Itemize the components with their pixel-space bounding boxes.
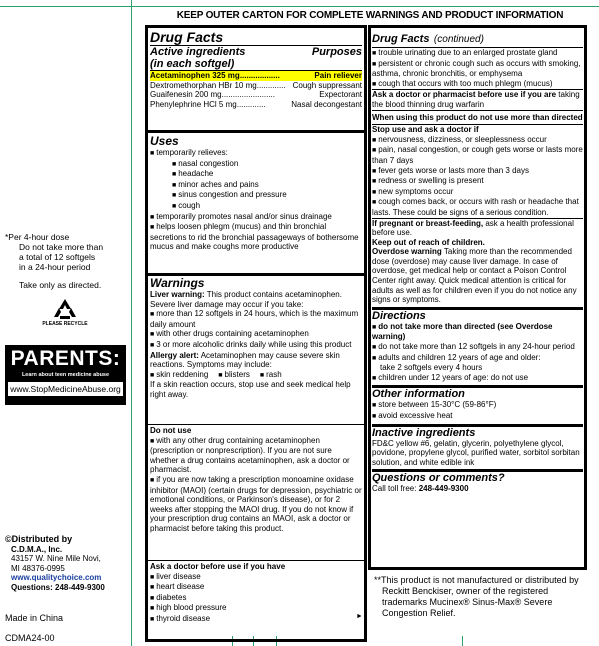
stop-item: ■ fever gets worse or lasts more than 3 days bbox=[372, 166, 583, 177]
when-using: When using this product do not use more than directed bbox=[372, 112, 583, 122]
ingredient-name: Dextromethorphan HBr 10 mg bbox=[150, 80, 257, 90]
pregnant-text: ask a health professional before use. bbox=[372, 218, 574, 238]
product-code: CDMA24-00 bbox=[5, 633, 55, 643]
ingredient-row-2 bbox=[150, 81, 362, 91]
active-ingredients-sub: (in each softgel) bbox=[150, 58, 235, 70]
other-item: ■ avoid excessive heat bbox=[372, 411, 583, 422]
overdose-bold: Overdose warning bbox=[372, 247, 442, 257]
questions-phone: Questions: 248-449-9300 bbox=[11, 582, 105, 592]
top-banner: KEEP OUTER CARTON FOR COMPLETE WARNINGS AND PRODUCT INFORMATION bbox=[176, 10, 564, 21]
ingredient-purpose: Expectorant bbox=[319, 90, 362, 100]
distributor-address-1: 43157 W. Nine Mile Novi, bbox=[11, 554, 101, 563]
drug-facts-cont-label: (continued) bbox=[433, 34, 484, 45]
parents-subtitle: Learn about teen medicine abuse bbox=[21, 372, 110, 378]
rule bbox=[372, 110, 583, 111]
ask-doctor-item: ■ high blood pressure bbox=[150, 603, 362, 614]
ask-doctor-item: ■ heart disease bbox=[150, 582, 362, 593]
continue-arrow-icon: ► bbox=[356, 613, 363, 620]
stop-item: ■ redness or swelling is present bbox=[372, 176, 583, 187]
drug-facts-title: Drug Facts bbox=[150, 29, 224, 45]
as-directed-note: Take only as directed. bbox=[19, 280, 102, 290]
questions-title: Questions or comments? bbox=[372, 472, 505, 485]
other-info-title: Other information bbox=[372, 388, 465, 401]
parents-url[interactable]: www.StopMedicineAbuse.org bbox=[8, 382, 123, 396]
allergy-text: Acetaminophen may cause severe skin reactions. Symptoms may include: bbox=[150, 350, 340, 370]
purposes-label: Purposes bbox=[311, 46, 362, 58]
website-link[interactable]: www.qualitychoice.com bbox=[11, 573, 102, 582]
parents-box bbox=[5, 345, 126, 405]
stop-item: ■ cough comes back, or occurs with rash or headache that lasts. These could be signs of a serious condition. bbox=[372, 197, 583, 217]
do-not-use-item: ■ if you are now taking a prescription monoamine oxidase inhibitor (MAOI) (certain drugs for depression, psychiatric or emotional conditions, or Parkinson's disease), or for 2 weeks after stopping the MAOI drug. If you do not know if your prescription drug contains an MAOI, ask a doctor or pharmacist before taking this product. bbox=[150, 475, 362, 534]
parents-title: PARENTS: bbox=[10, 347, 121, 370]
liver-item: ■ more than 12 softgels in 24 hours, which is the maximum daily amount bbox=[150, 309, 362, 329]
uses-section bbox=[150, 134, 362, 252]
cont-item: ■ cough that occurs with too much phlegm (mucus) bbox=[372, 79, 583, 90]
allergy-after: If a skin reaction occurs, stop use and seek medical help right away. bbox=[150, 380, 351, 399]
liver-item: ■ 3 or more alcoholic drinks daily while using this product bbox=[150, 340, 362, 351]
ingredient-dots: .................. bbox=[239, 71, 280, 80]
ingredient-dots: ............. bbox=[256, 80, 286, 90]
keep-out: Keep out of reach of children. bbox=[372, 237, 485, 247]
stop-item: ■ nervousness, dizziness, or sleeplessness occur bbox=[372, 135, 583, 146]
disclaimer: **This product is not manufactured or distributed by Reckitt Benckiser, owner of the registered trademarks Mucinex® Sinus-Max® Severe Congestion Relief. bbox=[374, 575, 579, 618]
use-item: ■ sinus congestion and pressure bbox=[150, 190, 362, 201]
use-item: ■ headache bbox=[150, 169, 362, 180]
stop-item: ■ pain, nasal congestion, or cough gets worse or lasts more than 7 days bbox=[372, 145, 583, 165]
directions-item: ■ adults and children 12 years of age and older: bbox=[372, 353, 583, 364]
ask-doctor-item: ■ thyroid disease bbox=[150, 614, 362, 625]
ask-warfarin-text: taking the blood thinning drug warfarin bbox=[372, 90, 580, 109]
liver-warning-text: This product contains acetaminophen. Severe liver damage may occur if you take: bbox=[150, 290, 342, 309]
inactive-text: FD&C yellow #6, gelatin, glycerin, polyethylene glycol, povidone, propylene glycol, purified water, sorbitol sorbitan solution, and white edible ink bbox=[372, 438, 580, 467]
ingredient-name: Phenylephrine HCl 5 mg bbox=[150, 99, 237, 109]
ask-doctor-section bbox=[150, 562, 362, 625]
ingredient-row-3 bbox=[150, 90, 362, 100]
liver-item: ■ with other drugs containing acetaminophen bbox=[150, 329, 362, 340]
stop-use-title: Stop use and ask a doctor if bbox=[372, 125, 479, 135]
dose-note bbox=[5, 232, 125, 290]
active-ingredients-label: Active ingredients bbox=[150, 46, 246, 58]
stop-item: ■ new symptoms occur bbox=[372, 187, 583, 198]
section-divider bbox=[148, 560, 364, 561]
use-item: ■ minor aches and pains bbox=[150, 180, 362, 191]
dose-note-line-2: Do not take more than bbox=[19, 242, 104, 252]
uses-title: Uses bbox=[150, 134, 179, 148]
dose-note-line-1: *Per 4-hour dose bbox=[5, 232, 70, 242]
directions-item: ■ children under 12 years of age: do not use bbox=[372, 373, 583, 384]
allergy-item: ■ blisters bbox=[218, 370, 250, 381]
cont-item: ■ trouble urinating due to an enlarged prostate gland bbox=[372, 48, 583, 59]
use-item: ■ cough bbox=[150, 201, 362, 212]
do-not-use-item: ■ with any other drug containing acetaminophen (prescription or nonprescription). If you are not sure whether a drug contains acetaminophen, ask a doctor or pharmacist. bbox=[150, 436, 362, 475]
do-not-use-section bbox=[150, 426, 362, 534]
liver-warning-label: Liver warning: bbox=[150, 290, 205, 299]
continued-section bbox=[372, 29, 583, 494]
ingredient-purpose: Nasal decongestant bbox=[291, 99, 362, 109]
directions-sub: take 2 softgels every 4 hours bbox=[380, 363, 483, 373]
inactive-title: Inactive ingredients bbox=[372, 426, 476, 439]
warnings-section bbox=[150, 276, 362, 400]
ingredient-dots: ............. bbox=[236, 99, 266, 109]
pregnant-bold: If pregnant or breast-feeding, bbox=[372, 218, 484, 228]
ingredient-name: Guaifenesin 200 mg bbox=[150, 90, 222, 100]
guide-bottom-tick-4 bbox=[462, 636, 463, 646]
ask-doctor-item: ■ liver disease bbox=[150, 572, 362, 583]
call-number[interactable]: 248-449-9300 bbox=[418, 484, 469, 494]
section-divider bbox=[148, 130, 364, 133]
distributor-name: C.D.M.A., Inc. bbox=[11, 544, 63, 554]
distributed-by: ©Distributed by bbox=[5, 534, 73, 544]
ingredient-dots: ........................ bbox=[221, 90, 275, 100]
recycle-icon bbox=[50, 297, 80, 321]
uses-intro: ■ temporarily relieves: bbox=[150, 148, 362, 159]
allergy-label: Allergy alert: bbox=[150, 350, 199, 360]
dose-note-line-4: in a 24-hour period bbox=[19, 262, 91, 272]
directions-item: ■ do not take more than 12 softgels in any 24-hour period bbox=[372, 342, 583, 353]
warnings-title: Warnings bbox=[150, 276, 205, 290]
section-divider bbox=[148, 424, 364, 425]
made-in: Made in China bbox=[5, 613, 64, 623]
use-more-2: ■ helps loosen phlegm (mucus) and thin bronchial secretions to rid the bronchial passageways of bothersome mucus and make coughs more productive bbox=[150, 222, 362, 252]
guide-vertical-line bbox=[131, 0, 132, 646]
ingredient-purpose: Pain reliever bbox=[314, 71, 362, 80]
use-item: ■ nasal congestion bbox=[150, 159, 362, 170]
call-label: Call toll free: bbox=[372, 484, 417, 494]
cont-item: ■ persistent or chronic cough such as occurs with smoking, asthma, chronic bronchitis, or emphysema bbox=[372, 59, 583, 79]
ask-doctor-item: ■ diabetes bbox=[150, 593, 362, 604]
ask-doctor-title: Ask a doctor before use if you have bbox=[150, 562, 286, 571]
ingredient-row-4 bbox=[150, 100, 362, 110]
use-more-1: ■ temporarily promotes nasal and/or sinus drainage bbox=[150, 212, 362, 223]
recycle-label: PLEASE RECYCLE bbox=[42, 321, 88, 327]
ingredient-name: Acetaminophen 325 mg bbox=[150, 71, 240, 80]
ask-warfarin-bold: Ask a doctor or pharmacist before use if you are bbox=[372, 90, 557, 100]
other-item: ■ store between 15-30°C (59-86°F) bbox=[372, 400, 583, 411]
overdose-text: Taking more than the recommended dose (overdose) may cause liver damage. In case of overdose, get medical help or contact a Poison Control Center right away. Quick medical attention is critical for adults as well as for children even if you do not notice any signs or symptoms. bbox=[372, 247, 577, 305]
dose-note-line-3: a total of 12 softgels bbox=[19, 252, 96, 262]
directions-item: ■ do not take more than directed (see Overdose warning) bbox=[372, 322, 583, 342]
directions-title: Directions bbox=[372, 309, 426, 322]
ingredient-row-1 bbox=[150, 71, 362, 81]
guide-top-line bbox=[0, 6, 599, 7]
ingredient-purpose: Cough suppressant bbox=[292, 80, 362, 90]
distributor-address-2: MI 48376-0995 bbox=[11, 563, 65, 573]
allergy-item: ■ rash bbox=[260, 370, 282, 381]
active-ingredients-section bbox=[150, 29, 362, 109]
allergy-item: ■ skin reddening bbox=[150, 370, 208, 381]
distributor-block bbox=[5, 535, 130, 592]
drug-facts-cont-title: Drug Facts bbox=[372, 33, 430, 45]
do-not-use-title: Do not use bbox=[150, 426, 192, 435]
